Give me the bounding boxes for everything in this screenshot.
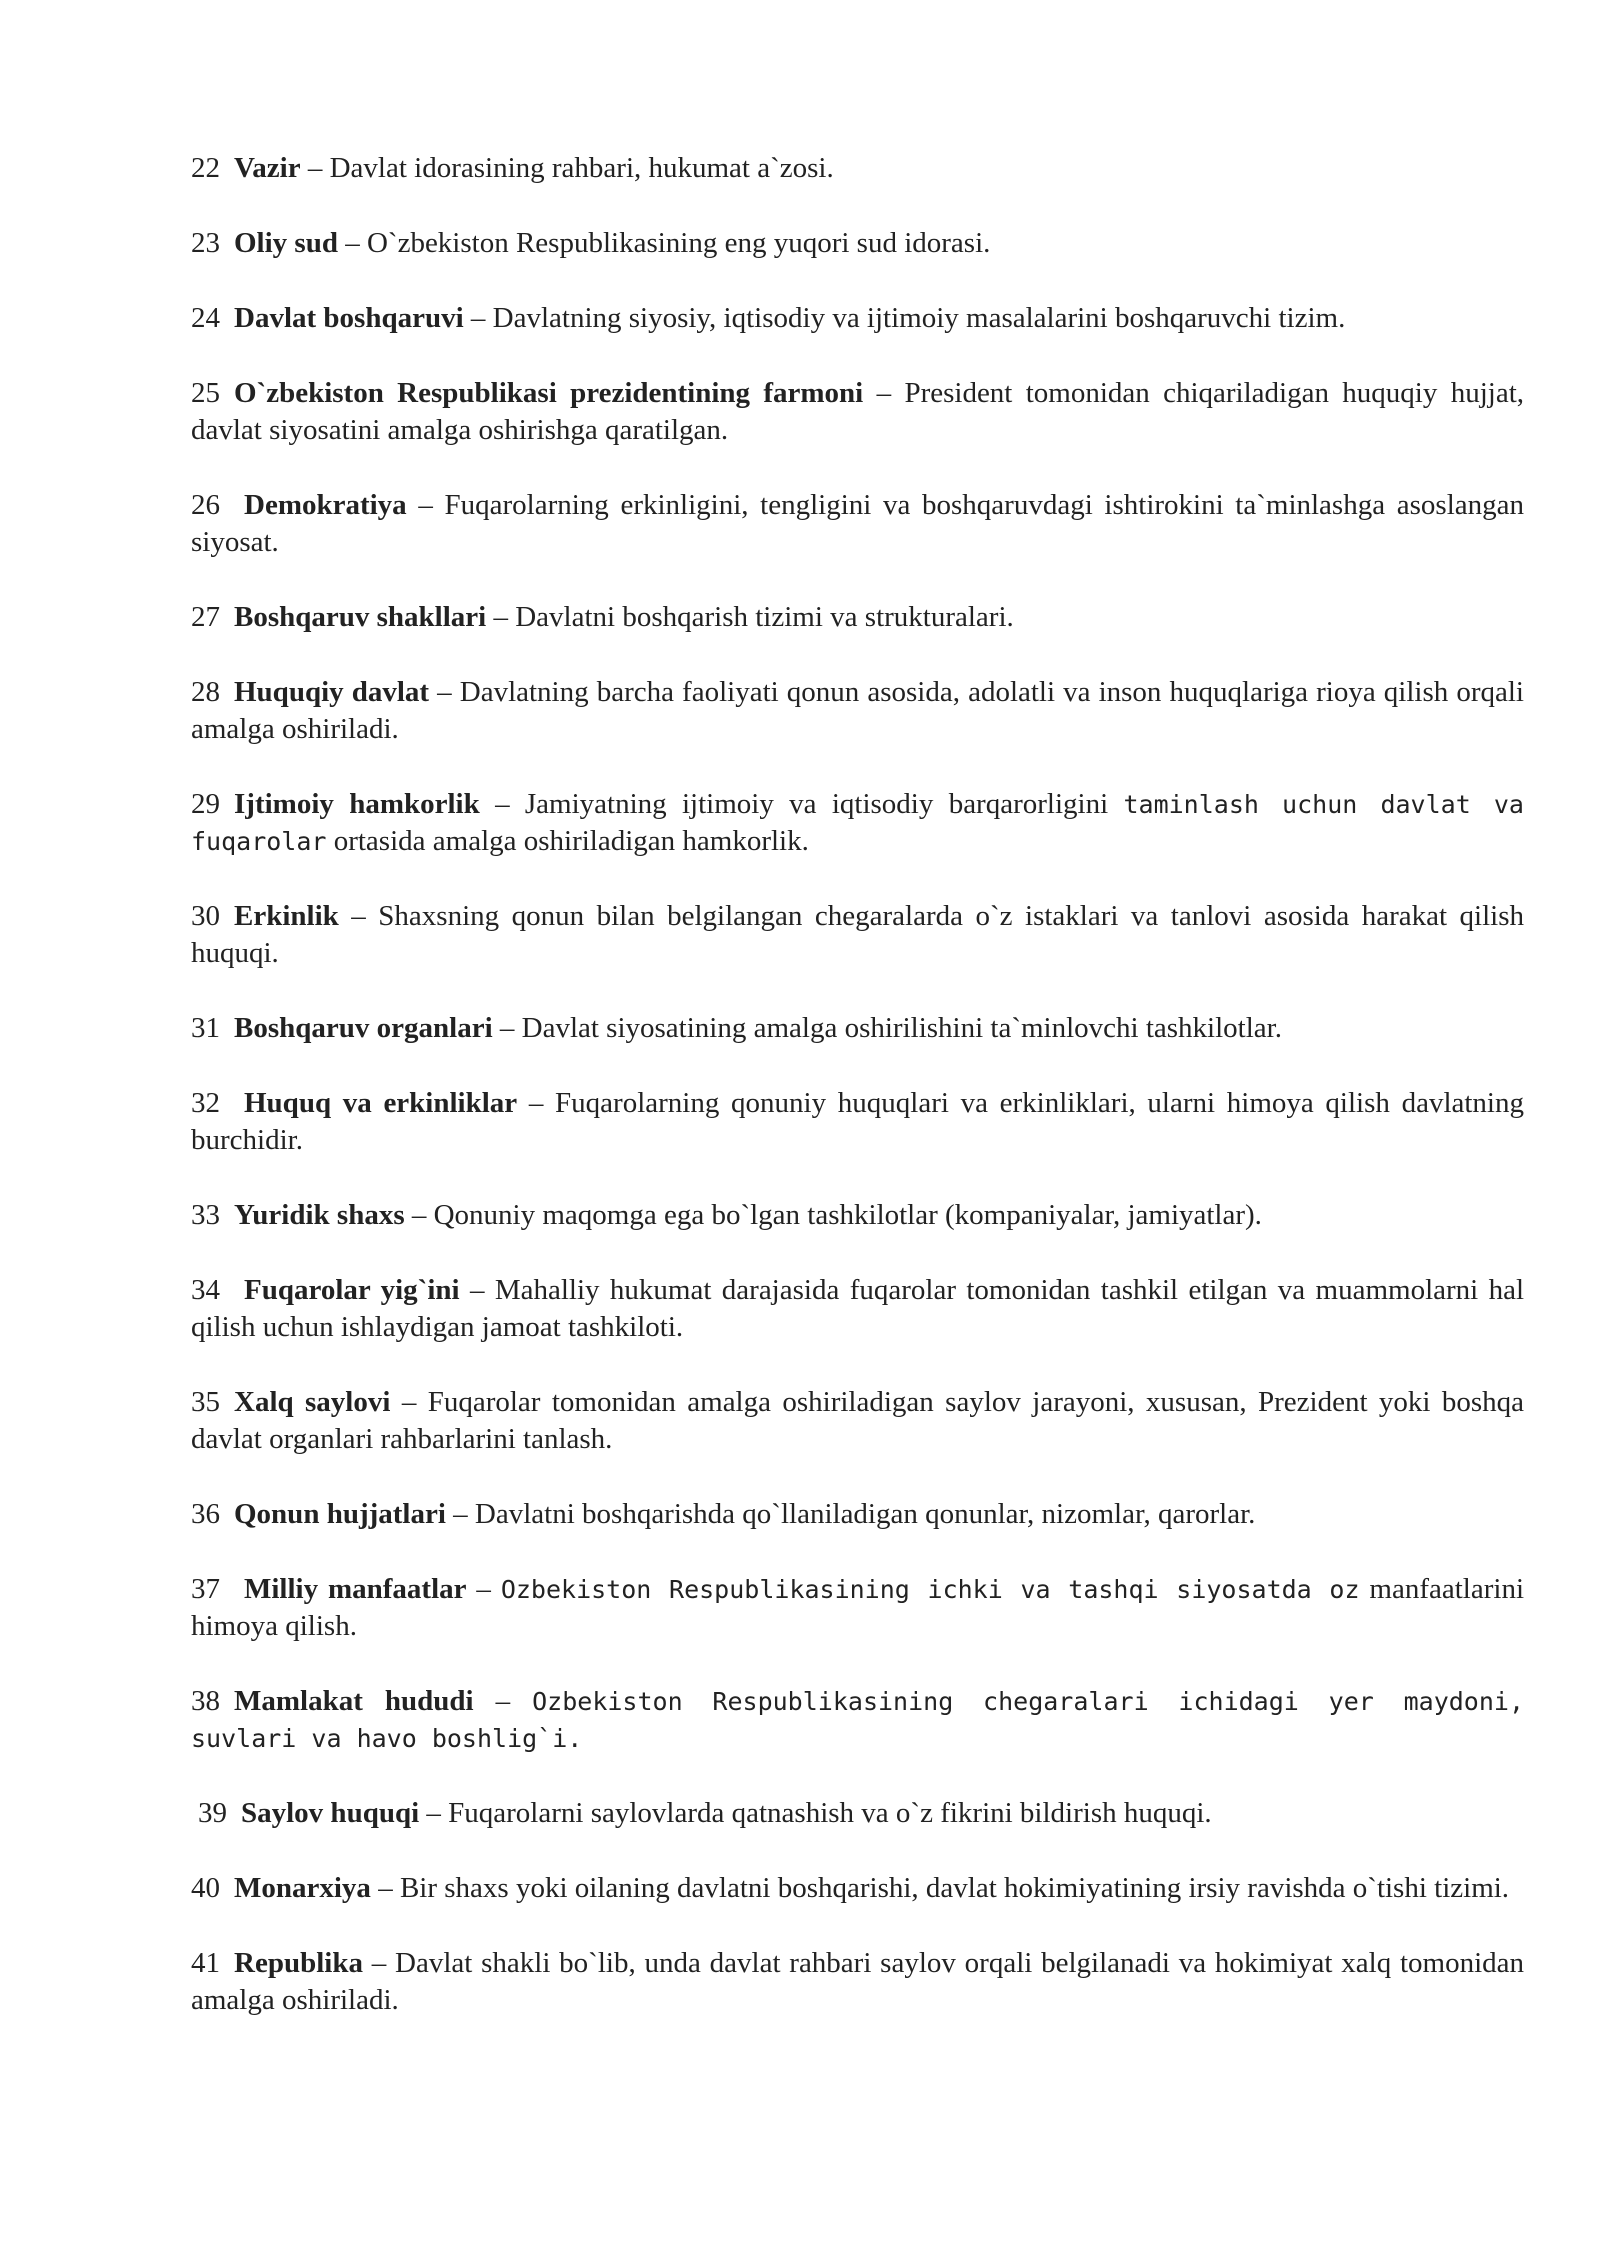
list-item (191, 1945, 1524, 2019)
item-number: 38 (191, 1685, 220, 1717)
item-number: 29 (191, 788, 220, 820)
item-term: Boshqaruv shakllari (234, 601, 487, 633)
item-term: Huquqiy davlat (234, 676, 430, 708)
dash: – (469, 1274, 485, 1306)
item-definition: O`zbekiston Respublikasining eng yuqori sud idorasi. (366, 227, 991, 259)
item-number: 35 (191, 1386, 220, 1418)
list-item (191, 1085, 1524, 1159)
item-definition-end: manfaatlarini himoya qilish. (191, 1573, 1525, 1642)
dash: – (378, 1872, 393, 1904)
dash: – (493, 601, 508, 633)
item-definition: Fuqarolarni saylovlarda qatnashish va o`z fikrini bildirish huquqi. (448, 1797, 1212, 1829)
item-definition: Bir shaxs yoki oilaning davlatni boshqarishi, davlat hokimiyatining irsiy ravishda o`tishi tizimi. (399, 1872, 1510, 1904)
item-definition: Qonuniy maqomga ega bo`lgan tashkilotlar (kompaniyalar, jamiyatlar). (433, 1199, 1262, 1231)
glossary-list (191, 150, 1524, 2057)
list-item (191, 1272, 1524, 1346)
list-item (191, 1496, 1524, 1533)
dash: – (401, 1386, 417, 1418)
item-number: 40 (191, 1872, 220, 1904)
dash: – (418, 489, 433, 521)
item-number: 28 (191, 676, 220, 708)
list-item (191, 1683, 1524, 1757)
item-term: Boshqaruv organlari (234, 1012, 493, 1044)
item-term: Vazir (234, 152, 301, 184)
item-number: 23 (191, 227, 220, 259)
dash: – (495, 788, 510, 820)
dash: – (437, 676, 452, 708)
item-term: Davlat boshqaruvi (234, 302, 464, 334)
item-number: 32 (191, 1087, 220, 1119)
item-definition: Jamiyatning ijtimoiy va iqtisodiy barqarorligini (524, 788, 1109, 820)
item-number: 39 (198, 1797, 227, 1829)
item-definition: Davlatni boshqarish tizimi va strukturalari. (515, 601, 1014, 633)
list-item (191, 599, 1524, 636)
item-number: 37 (191, 1573, 220, 1605)
dash: – (476, 1573, 491, 1605)
item-number: 33 (191, 1199, 220, 1231)
item-number: 41 (191, 1947, 220, 1979)
item-definition: Mahalliy hukumat darajasida fuqarolar tomonidan tashkil etilgan va muammolarni hal qilish uchun ishlaydigan jamoat tashkiloti. (191, 1274, 1525, 1343)
item-term: Milliy manfaatlar (244, 1573, 467, 1605)
list-item (191, 225, 1524, 262)
item-definition: Fuqarolarning erkinligini, tengligini va boshqaruvdagi ishtirokini ta`minlashga asoslangan siyosat. (191, 489, 1524, 558)
item-number: 26 (191, 489, 220, 521)
list-item (191, 1010, 1524, 1047)
dash: – (470, 302, 486, 334)
list-item (191, 1197, 1524, 1234)
dash: – (345, 227, 360, 259)
item-number: 27 (191, 601, 220, 633)
item-term: Demokratiya (244, 489, 407, 521)
item-number: 24 (191, 302, 220, 334)
list-item (191, 1571, 1524, 1645)
item-number: 22 (191, 152, 220, 184)
item-definition: Davlat shakli bo`lib, unda davlat rahbari saylov orqali belgilanadi va hokimiyat xalq tomonidan amalga oshiriladi. (191, 1947, 1525, 2016)
item-term: Republika (234, 1947, 363, 1979)
item-definition: Davlatning siyosiy, iqtisodiy va ijtimoiy masalalarini boshqaruvchi tizim. (492, 302, 1346, 334)
item-definition: Davlatning barcha faoliyati qonun asosida, adolatli va inson huquqlariga rioya qilish orqali amalga oshiriladi. (191, 676, 1524, 745)
item-definition: Davlat siyosatining amalga oshirilishini ta`minlovchi tashkilotlar. (521, 1012, 1282, 1044)
item-term: Xalq saylovi (234, 1386, 391, 1418)
list-item (191, 150, 1524, 187)
item-definition: Fuqarolarning qonuniy huquqlari va erkinliklari, ularni himoya qilish davlatning burchidir. (191, 1087, 1524, 1156)
item-definition-mono: Ozbekiston Respublikasining chegaralari ichidagi yer maydoni, suvlari va havo boshlig`i. (191, 1687, 1525, 1753)
item-definition: Davlatni boshqarishda qo`llaniladigan qonunlar, nizomlar, qarorlar. (474, 1498, 1256, 1530)
item-definition: Fuqarolar tomonidan amalga oshiriladigan saylov jarayoni, xususan, Prezident yoki boshqa davlat organlari rahbarlarini tanlash. (191, 1386, 1525, 1455)
dash: – (426, 1797, 441, 1829)
list-item (191, 1870, 1524, 1907)
dash: – (351, 900, 366, 932)
item-number: 31 (191, 1012, 220, 1044)
item-number: 34 (191, 1274, 220, 1306)
item-term: Monarxiya (234, 1872, 371, 1904)
item-number: 30 (191, 900, 220, 932)
dash: – (371, 1947, 387, 1979)
list-item (191, 1384, 1524, 1458)
item-term: Ijtimoiy hamkorlik (234, 788, 480, 820)
list-item (191, 300, 1524, 337)
item-number: 25 (191, 377, 220, 409)
item-definition: Davlat idorasining rahbari, hukumat a`zosi. (329, 152, 834, 184)
dash: – (499, 1012, 515, 1044)
item-term: Saylov huquqi (241, 1797, 420, 1829)
item-term: O`zbekiston Respublikasi prezidentining farmoni (234, 377, 864, 409)
list-item (191, 375, 1524, 449)
dash: – (876, 377, 892, 409)
dash: – (495, 1685, 511, 1717)
item-term: Fuqarolar yig`ini (244, 1274, 460, 1306)
item-term: Qonun hujjatlari (234, 1498, 446, 1530)
dash: – (528, 1087, 544, 1119)
item-term: Huquq va erkinliklar (244, 1087, 518, 1119)
item-term: Mamlakat hududi (234, 1685, 474, 1717)
list-item (191, 786, 1524, 860)
item-term: Yuridik shaxs (234, 1199, 405, 1231)
dash: – (307, 152, 323, 184)
item-definition: Shaxsning qonun bilan belgilangan chegaralarda o`z istaklari va tanlovi asosida harakat qilish huquqi. (191, 900, 1524, 969)
item-definition-mono: taminlash uchun davlat va fuqarolar (191, 790, 1524, 856)
item-term: Oliy sud (234, 227, 338, 259)
item-definition-mono: Ozbekiston Respublikasining ichki va tashqi siyosatda oz (500, 1575, 1360, 1604)
item-definition-end: ortasida amalga oshiriladigan hamkorlik. (333, 825, 809, 857)
dash: – (411, 1199, 427, 1231)
list-item (191, 674, 1524, 748)
list-item (191, 1795, 1524, 1832)
item-definition: President tomonidan chiqariladigan huquqiy hujjat, davlat siyosatini amalga oshirishga qaratilgan. (191, 377, 1524, 446)
item-number: 36 (191, 1498, 220, 1530)
item-term: Erkinlik (234, 900, 339, 932)
dash: – (453, 1498, 468, 1530)
list-item (191, 898, 1524, 972)
list-item (191, 487, 1524, 561)
